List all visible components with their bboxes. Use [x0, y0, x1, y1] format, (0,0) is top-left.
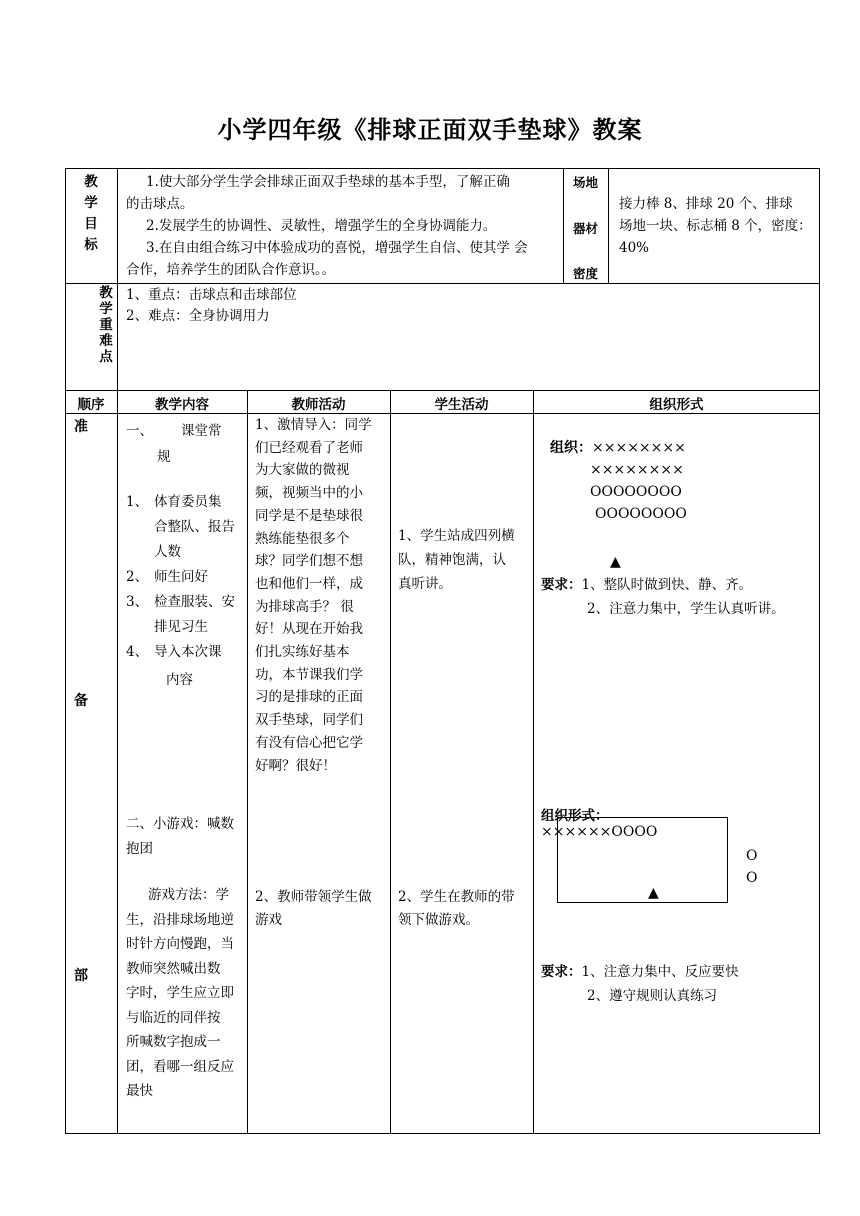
header-content: 教学内容 [155, 397, 209, 413]
row-divider [65, 413, 820, 414]
col-divider [247, 390, 248, 1134]
formation-row: ×××××××× [592, 440, 686, 456]
teacher-marker-icon: ▲ [610, 554, 621, 570]
density-label: 密度 [572, 266, 598, 281]
header-order: 顺序 [77, 397, 105, 413]
col-divider [608, 168, 609, 283]
game-line-row: ××××××OOOO [541, 824, 658, 840]
objectives-text: 1.使大部分学生学会排球正面双手垫球的基本手型，了解正确 的击球点。 2.发展学生的协调性、灵敏性，增强学生的全身协调能力。 3.在自由组合练习中体验成功的喜悦，增强学生自信、使其学 会 合作，培养学生的团队合作意识。。 [126, 174, 528, 278]
formation-row: OOOOOOOO [595, 506, 687, 522]
row-divider [65, 390, 820, 391]
section-char: 准 [74, 419, 88, 435]
row-divider [65, 283, 820, 284]
requirements-2: 要求：1、注意力集中、反应要快 2、遵守规则认真练习 [541, 964, 739, 1004]
game-method: 游戏方法：学 生，沿排球场地逆 时针方向慢跑，当 教师突然喊出数 字时，学生应立即 与临近的同伴按 所喊数字抱成一 团，看哪一组反应 最快 [126, 887, 234, 1099]
requirements-1: 要求：1、整队时做到快、静、齐。 2、注意力集中，学生认真听讲。 [541, 577, 785, 617]
form-label: 组织形式： [541, 808, 609, 824]
header-teacher: 教师活动 [291, 397, 346, 413]
formation-row: ×××××××× [590, 462, 684, 478]
side-circle: O [746, 870, 758, 886]
objectives-label: 教 学 目 标 [84, 174, 98, 253]
org-label: 组织： [550, 440, 592, 456]
routine-heading: 一、 课堂常 规 [126, 423, 222, 465]
game-teacher-icon: ▲ [648, 885, 659, 901]
game-heading: 二、小游戏：喊数 抱团 [126, 816, 234, 857]
header-organization: 组织形式 [649, 397, 704, 413]
col-divider [533, 390, 534, 1134]
section-char: 备 [74, 693, 88, 709]
side-circle: O [746, 848, 758, 864]
equipment-text: 接力棒 8、排球 20 个、排球 场地一块、标志桶 8 个，密度： 40% [619, 196, 812, 256]
student-activity-1: 1、学生站成四列横 队，精神饱满，认 真听讲。 [398, 528, 515, 592]
teacher-game: 2、教师带领学生做 游戏 [255, 889, 372, 928]
col-divider [390, 390, 391, 1134]
game-field [557, 817, 728, 903]
venue-label: 场地 [572, 175, 598, 190]
page-title: 小学四年级《排球正面双手垫球》教案 [217, 116, 643, 144]
key-points-label: 教 学 重 难 点 [99, 285, 113, 365]
routine-items: 1、 体育委员集 合整队、报告 人数 2、 师生问好 3、 检查服装、安 排见习生 4、 导入本次课 内容 [126, 494, 235, 688]
col-divider [117, 168, 118, 1134]
student-activity-2: 2、学生在教师的带 领下做游戏。 [398, 889, 515, 928]
header-student: 学生活动 [434, 397, 489, 413]
formation-row: OOOOOOOO [590, 484, 682, 500]
section-char: 部 [74, 968, 88, 984]
equipment-label: 器材 [572, 221, 598, 236]
teacher-intro: 1、激情导入：同学 们已经观看了老师 为大家做的微视 频，视频当中的小 同学是不是垫球很 熟练能垫很多个 球？同学们想不想 也和他们一样，成 为排球高手？ 很 好！从现在开始我 们扎实练好基本 功，本节课我们学 习的是排球的正面 双手垫球，同学们 有没有信心把它学 好啊？很好！ [255, 417, 372, 774]
formation-diagram [550, 437, 687, 525]
key-points-text: 1、重点：击球点和击球部位 2、难点：全身协调用力 [126, 287, 297, 324]
